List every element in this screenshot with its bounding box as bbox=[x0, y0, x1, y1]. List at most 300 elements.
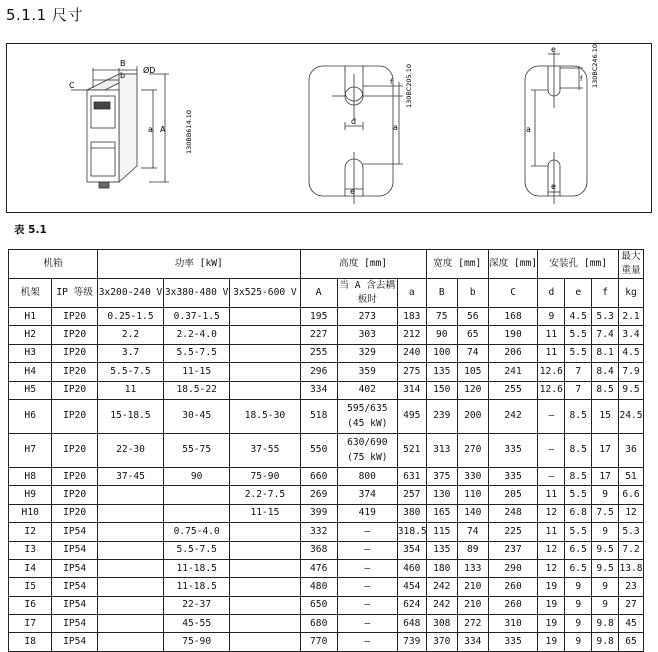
table-cell: 335 bbox=[488, 467, 538, 485]
table-cell: 22-30 bbox=[97, 433, 163, 467]
table-cell: 368 bbox=[300, 541, 337, 559]
table-cell: IP20 bbox=[52, 504, 98, 522]
table-cell-line: (45 kW) bbox=[347, 418, 388, 430]
table-cell: 17 bbox=[592, 433, 619, 467]
table-cell: I3 bbox=[9, 541, 52, 559]
header-maxweight: 最大重量 bbox=[619, 250, 644, 279]
table-cell: IP20 bbox=[52, 308, 98, 326]
table-cell: 56 bbox=[457, 308, 488, 326]
table-cell: 380 bbox=[397, 504, 426, 522]
table-cell: 275 bbox=[397, 363, 426, 381]
header-kg: kg bbox=[619, 279, 644, 308]
table-cell: 9 bbox=[592, 578, 619, 596]
table-cell: 45-55 bbox=[164, 615, 230, 633]
header-width: 宽度 [mm] bbox=[426, 250, 488, 279]
table-row bbox=[9, 363, 644, 381]
table-cell: 6.5 bbox=[565, 559, 592, 577]
table-cell: IP20 bbox=[52, 344, 98, 362]
header-row-1 bbox=[9, 250, 644, 279]
table-cell: 5.5 bbox=[565, 326, 592, 344]
table-cell: H7 bbox=[9, 433, 52, 467]
table-cell: 5.3 bbox=[619, 523, 644, 541]
label-d: d bbox=[351, 117, 357, 126]
table-cell: 212 bbox=[397, 326, 426, 344]
table-cell: 5.5 bbox=[565, 344, 592, 362]
table-row bbox=[9, 433, 644, 467]
table-cell: 183 bbox=[397, 308, 426, 326]
table-cell: 9 bbox=[592, 596, 619, 614]
table-cell bbox=[230, 559, 300, 577]
table-cell: 9.5 bbox=[619, 381, 644, 399]
table-cell: 9 bbox=[565, 615, 592, 633]
table-cell bbox=[230, 308, 300, 326]
table-cell: 18.5-22 bbox=[164, 381, 230, 399]
table-cell: 359 bbox=[337, 363, 397, 381]
table-cell: 11-18.5 bbox=[164, 578, 230, 596]
label-a: a bbox=[148, 125, 153, 134]
table-cell: H5 bbox=[9, 381, 52, 399]
table-cell: 270 bbox=[457, 433, 488, 467]
table-cell: IP54 bbox=[52, 633, 98, 651]
table-cell: 75-90 bbox=[230, 467, 300, 485]
table-cell: 239 bbox=[426, 399, 457, 433]
table-cell: 19 bbox=[538, 596, 565, 614]
table-cell: 12 bbox=[538, 541, 565, 559]
table-cell: 22-37 bbox=[164, 596, 230, 614]
header-B: B bbox=[426, 279, 457, 308]
table-caption: 表 5.1 bbox=[14, 224, 47, 236]
table-cell bbox=[164, 486, 230, 504]
table-cell: H10 bbox=[9, 504, 52, 522]
label-phiD: ØD bbox=[143, 66, 156, 75]
table-cell: – bbox=[538, 467, 565, 485]
table-cell: 631 bbox=[397, 467, 426, 485]
table-cell: IP54 bbox=[52, 541, 98, 559]
table-cell: 296 bbox=[300, 363, 337, 381]
table-cell: 7 bbox=[565, 381, 592, 399]
drawing-code-3: 130BC246.10 bbox=[591, 44, 599, 89]
table-cell: 550 bbox=[300, 433, 337, 467]
header-p3: 3x525-600 V bbox=[230, 279, 300, 308]
table-cell: 648 bbox=[397, 615, 426, 633]
table-cell: 11 bbox=[538, 326, 565, 344]
table-cell: 206 bbox=[488, 344, 538, 362]
table-row bbox=[9, 326, 644, 344]
table-cell: 9.8 bbox=[592, 633, 619, 651]
table-row bbox=[9, 578, 644, 596]
table-cell: 303 bbox=[337, 326, 397, 344]
table-cell: 11-18.5 bbox=[164, 559, 230, 577]
label-C: C bbox=[69, 81, 75, 90]
header-b: b bbox=[457, 279, 488, 308]
table-row bbox=[9, 344, 644, 362]
table-cell: 6.5 bbox=[565, 541, 592, 559]
table-cell: 354 bbox=[397, 541, 426, 559]
table-cell: 248 bbox=[488, 504, 538, 522]
table-cell: 36 bbox=[619, 433, 644, 467]
table-row bbox=[9, 504, 644, 522]
table-cell-line: (75 kW) bbox=[347, 452, 388, 464]
table-cell bbox=[230, 363, 300, 381]
table-cell: 3.4 bbox=[619, 326, 644, 344]
table-cell: 12 bbox=[538, 504, 565, 522]
table-cell: 19 bbox=[538, 615, 565, 633]
table-cell: 105 bbox=[457, 363, 488, 381]
table-cell: 13.8 bbox=[619, 559, 644, 577]
label-b: b bbox=[120, 71, 126, 80]
table-cell: 402 bbox=[337, 381, 397, 399]
table-cell: 454 bbox=[397, 578, 426, 596]
table-cell: 9 bbox=[592, 523, 619, 541]
table-cell: 2.2-4.0 bbox=[164, 326, 230, 344]
table-cell: 399 bbox=[300, 504, 337, 522]
table-cell: – bbox=[337, 541, 397, 559]
table-cell: 11-15 bbox=[164, 363, 230, 381]
table-cell: 240 bbox=[397, 344, 426, 362]
table-cell: 0.37-1.5 bbox=[164, 308, 230, 326]
label-a-3: a bbox=[526, 125, 531, 134]
table-cell: 7.2 bbox=[619, 541, 644, 559]
table-cell: 5.5 bbox=[565, 486, 592, 504]
table-cell: IP54 bbox=[52, 578, 98, 596]
table-cell: 0.75-4.0 bbox=[164, 523, 230, 541]
table-cell: 260 bbox=[488, 578, 538, 596]
table-cell: 3.7 bbox=[97, 344, 163, 362]
table-cell: 5.5 bbox=[565, 523, 592, 541]
table-cell: 518 bbox=[300, 399, 337, 433]
table-cell: 12.6 bbox=[538, 381, 565, 399]
table-cell bbox=[230, 578, 300, 596]
table-cell: 4.5 bbox=[565, 308, 592, 326]
header-ip: IP 等级 bbox=[52, 279, 98, 308]
header-p1: 3x200-240 V bbox=[97, 279, 163, 308]
table-cell: IP20 bbox=[52, 433, 98, 467]
table-cell: H6 bbox=[9, 399, 52, 433]
table-cell: IP20 bbox=[52, 486, 98, 504]
table-cell: 0.25-1.5 bbox=[97, 308, 163, 326]
table-cell: 15 bbox=[592, 399, 619, 433]
table-cell: 205 bbox=[488, 486, 538, 504]
table-row bbox=[9, 541, 644, 559]
table-cell: 90 bbox=[426, 326, 457, 344]
table-cell: IP20 bbox=[52, 381, 98, 399]
table-cell: 75-90 bbox=[164, 633, 230, 651]
label-A: A bbox=[160, 125, 166, 134]
dimension-table bbox=[8, 249, 644, 652]
drive-drawing bbox=[71, 66, 169, 188]
label-e-2: e bbox=[551, 45, 556, 54]
table-cell: 770 bbox=[300, 633, 337, 651]
table-cell: 180 bbox=[426, 559, 457, 577]
table-row bbox=[9, 486, 644, 504]
table-cell: 2.2 bbox=[97, 326, 163, 344]
dimension-drawings bbox=[7, 44, 653, 214]
table-cell: 23 bbox=[619, 578, 644, 596]
table-cell: 242 bbox=[426, 578, 457, 596]
table-cell: 460 bbox=[397, 559, 426, 577]
table-cell bbox=[164, 504, 230, 522]
table-cell: 273 bbox=[337, 308, 397, 326]
table-row bbox=[9, 559, 644, 577]
table-cell: 2.1 bbox=[619, 308, 644, 326]
table-cell: H1 bbox=[9, 308, 52, 326]
table-cell: 335 bbox=[488, 633, 538, 651]
table-cell: I7 bbox=[9, 615, 52, 633]
table-cell: 241 bbox=[488, 363, 538, 381]
table-cell: 130 bbox=[426, 486, 457, 504]
table-cell: – bbox=[337, 633, 397, 651]
table-cell: 237 bbox=[488, 541, 538, 559]
table-cell: 480 bbox=[300, 578, 337, 596]
table-cell: – bbox=[337, 523, 397, 541]
header-power: 功率 [kW] bbox=[97, 250, 300, 279]
table-cell: 8.5 bbox=[565, 399, 592, 433]
header-C: C bbox=[488, 279, 538, 308]
table-cell: IP54 bbox=[52, 596, 98, 614]
table-cell: 11 bbox=[538, 486, 565, 504]
table-cell: 374 bbox=[337, 486, 397, 504]
header-depth: 深度 [mm] bbox=[488, 250, 538, 279]
header-e: e bbox=[565, 279, 592, 308]
table-cell: 308 bbox=[426, 615, 457, 633]
table-cell: 165 bbox=[426, 504, 457, 522]
label-f-2: f bbox=[580, 75, 583, 83]
table-cell: I4 bbox=[9, 559, 52, 577]
table-cell: 74 bbox=[457, 523, 488, 541]
table-cell: IP54 bbox=[52, 523, 98, 541]
table-cell: IP20 bbox=[52, 467, 98, 485]
table-cell: 210 bbox=[457, 578, 488, 596]
table-cell: 110 bbox=[457, 486, 488, 504]
table-cell: 100 bbox=[426, 344, 457, 362]
table-cell: 6.8 bbox=[565, 504, 592, 522]
mount-plate-2 bbox=[525, 52, 587, 204]
table-cell: H3 bbox=[9, 344, 52, 362]
table-cell: 8.5 bbox=[565, 467, 592, 485]
table-cell: 5.5-7.5 bbox=[164, 541, 230, 559]
table-cell: 8.5 bbox=[592, 381, 619, 399]
table-cell: 200 bbox=[457, 399, 488, 433]
table-cell: 11-15 bbox=[230, 504, 300, 522]
table-cell: 624 bbox=[397, 596, 426, 614]
table-cell: 242 bbox=[488, 399, 538, 433]
mount-plate-1 bbox=[309, 66, 403, 204]
table-cell: 45 bbox=[619, 615, 644, 633]
table-cell: 257 bbox=[397, 486, 426, 504]
table-cell: 225 bbox=[488, 523, 538, 541]
table-row bbox=[9, 596, 644, 614]
table-cell: 18.5-30 bbox=[230, 399, 300, 433]
header-frame: 机架 bbox=[9, 279, 52, 308]
header-row-2 bbox=[9, 279, 644, 308]
table-cell: 272 bbox=[457, 615, 488, 633]
table-cell: 335 bbox=[488, 433, 538, 467]
header-height: 高度 [mm] bbox=[300, 250, 426, 279]
table-cell: 310 bbox=[488, 615, 538, 633]
table-cell: 37-45 bbox=[97, 467, 163, 485]
table-cell bbox=[97, 596, 163, 614]
table-cell bbox=[97, 615, 163, 633]
header-d: d bbox=[538, 279, 565, 308]
table-cell: 17 bbox=[592, 467, 619, 485]
table-cell: IP20 bbox=[52, 399, 98, 433]
header-holes: 安装孔 [mm] bbox=[538, 250, 619, 279]
table-cell: IP20 bbox=[52, 363, 98, 381]
table-cell: 330 bbox=[457, 467, 488, 485]
table-cell: 7 bbox=[565, 363, 592, 381]
table-cell bbox=[230, 523, 300, 541]
table-body bbox=[9, 308, 644, 652]
table-cell: H8 bbox=[9, 467, 52, 485]
table-cell: 115 bbox=[426, 523, 457, 541]
table-cell: 75 bbox=[426, 308, 457, 326]
table-cell: 9 bbox=[592, 486, 619, 504]
table-cell: 739 bbox=[397, 633, 426, 651]
table-cell: 329 bbox=[337, 344, 397, 362]
table-cell: 313 bbox=[426, 433, 457, 467]
label-e-1: e bbox=[350, 187, 355, 196]
table-cell: – bbox=[337, 559, 397, 577]
table-cell: 11 bbox=[538, 344, 565, 362]
table-cell bbox=[230, 633, 300, 651]
table-cell: 9 bbox=[565, 578, 592, 596]
dimension-figure bbox=[6, 43, 652, 213]
table-cell: 30-45 bbox=[164, 399, 230, 433]
table-cell: 51 bbox=[619, 467, 644, 485]
table-cell bbox=[337, 433, 397, 467]
table-cell: 495 bbox=[397, 399, 426, 433]
table-cell: 318.5 bbox=[397, 523, 426, 541]
header-a: a bbox=[397, 279, 426, 308]
table-cell: 11 bbox=[97, 381, 163, 399]
label-a-2: a bbox=[393, 123, 398, 132]
table-cell: 15-18.5 bbox=[97, 399, 163, 433]
table-cell: 12.6 bbox=[538, 363, 565, 381]
header-A: A bbox=[300, 279, 337, 308]
table-cell: 135 bbox=[426, 541, 457, 559]
table-cell bbox=[230, 541, 300, 559]
table-cell-line: 630/690 bbox=[347, 437, 388, 449]
table-cell: 5.5-7.5 bbox=[164, 344, 230, 362]
table-cell: 9.5 bbox=[592, 541, 619, 559]
table-cell: H2 bbox=[9, 326, 52, 344]
table-cell: IP20 bbox=[52, 326, 98, 344]
table-cell: – bbox=[538, 433, 565, 467]
table-cell: I2 bbox=[9, 523, 52, 541]
table-cell: 120 bbox=[457, 381, 488, 399]
table-cell: 150 bbox=[426, 381, 457, 399]
table-cell: 89 bbox=[457, 541, 488, 559]
table-cell bbox=[97, 633, 163, 651]
table-cell: 55-75 bbox=[164, 433, 230, 467]
table-cell: 9.5 bbox=[592, 559, 619, 577]
table-cell: – bbox=[538, 399, 565, 433]
table-cell: 9 bbox=[565, 633, 592, 651]
table-cell: 12 bbox=[538, 559, 565, 577]
table-cell bbox=[230, 381, 300, 399]
table-cell: – bbox=[337, 578, 397, 596]
table-cell: 290 bbox=[488, 559, 538, 577]
table-cell bbox=[337, 399, 397, 433]
header-A-incl: 当 A 含去耦板时 bbox=[337, 279, 397, 308]
table-cell bbox=[97, 541, 163, 559]
label-f: f bbox=[390, 78, 393, 86]
table-cell bbox=[230, 596, 300, 614]
table-cell: 650 bbox=[300, 596, 337, 614]
table-cell: 37-55 bbox=[230, 433, 300, 467]
drawing-code-2: 130BC205.10 bbox=[405, 63, 413, 109]
table-cell: 680 bbox=[300, 615, 337, 633]
drawing-code-1: 130BB614.10 bbox=[185, 109, 193, 155]
table-cell: 168 bbox=[488, 308, 538, 326]
table-cell: 7.4 bbox=[592, 326, 619, 344]
table-cell: 370 bbox=[426, 633, 457, 651]
table-cell: 314 bbox=[397, 381, 426, 399]
table-cell bbox=[97, 559, 163, 577]
label-B: B bbox=[120, 59, 126, 68]
table-cell: 11 bbox=[538, 523, 565, 541]
table-cell: 6.6 bbox=[619, 486, 644, 504]
table-cell: 242 bbox=[426, 596, 457, 614]
table-row bbox=[9, 467, 644, 485]
table-row bbox=[9, 399, 644, 433]
table-cell: 476 bbox=[300, 559, 337, 577]
table-cell: IP54 bbox=[52, 615, 98, 633]
table-cell: 419 bbox=[337, 504, 397, 522]
table-cell: 190 bbox=[488, 326, 538, 344]
table-cell: 255 bbox=[488, 381, 538, 399]
table-cell: 375 bbox=[426, 467, 457, 485]
header-p2: 3x380-480 V bbox=[164, 279, 230, 308]
table-cell: I5 bbox=[9, 578, 52, 596]
table-cell: H9 bbox=[9, 486, 52, 504]
table-cell: 65 bbox=[619, 633, 644, 651]
table-row bbox=[9, 523, 644, 541]
table-row bbox=[9, 615, 644, 633]
table-cell bbox=[230, 326, 300, 344]
table-cell: 5.5-7.5 bbox=[97, 363, 163, 381]
table-cell: 12 bbox=[619, 504, 644, 522]
table-cell: 19 bbox=[538, 578, 565, 596]
header-enclosure: 机箱 bbox=[9, 250, 98, 279]
table-cell: 521 bbox=[397, 433, 426, 467]
table-cell: 90 bbox=[164, 467, 230, 485]
table-cell: 140 bbox=[457, 504, 488, 522]
table-cell: 800 bbox=[337, 467, 397, 485]
table-cell: 135 bbox=[426, 363, 457, 381]
table-cell: 8.1 bbox=[592, 344, 619, 362]
table-cell: 210 bbox=[457, 596, 488, 614]
table-cell: 255 bbox=[300, 344, 337, 362]
table-cell: 334 bbox=[300, 381, 337, 399]
table-cell: 660 bbox=[300, 467, 337, 485]
table-cell bbox=[97, 523, 163, 541]
table-cell: 7.5 bbox=[592, 504, 619, 522]
table-cell: I6 bbox=[9, 596, 52, 614]
table-cell: 227 bbox=[300, 326, 337, 344]
table-row bbox=[9, 308, 644, 326]
table-cell: 260 bbox=[488, 596, 538, 614]
table-cell: H4 bbox=[9, 363, 52, 381]
table-cell: 2.2-7.5 bbox=[230, 486, 300, 504]
table-cell: 7.9 bbox=[619, 363, 644, 381]
table-cell: 74 bbox=[457, 344, 488, 362]
table-cell: 24.5 bbox=[619, 399, 644, 433]
table-cell: IP54 bbox=[52, 559, 98, 577]
section-title: 5.1.1 尺寸 bbox=[6, 6, 83, 24]
table-cell: 8.5 bbox=[565, 433, 592, 467]
table-cell: 9.8 bbox=[592, 615, 619, 633]
